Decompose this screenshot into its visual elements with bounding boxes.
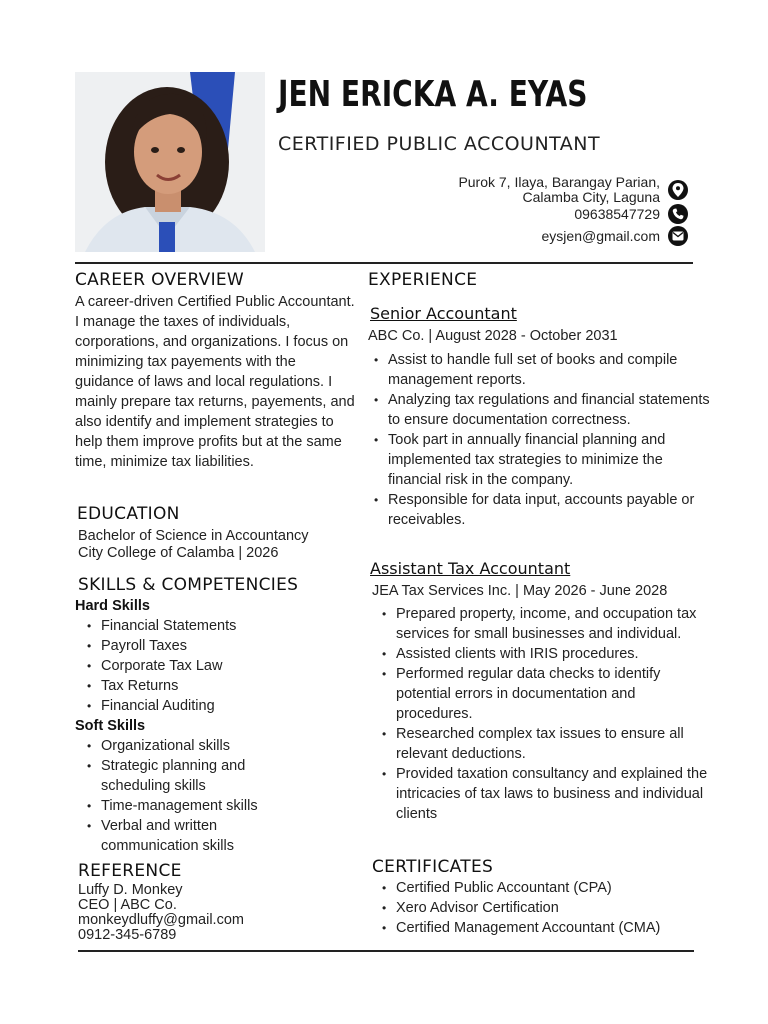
phone-number: 09638547729 bbox=[574, 205, 660, 222]
job-role-1: Senior Accountant bbox=[370, 304, 517, 323]
education-block bbox=[78, 528, 309, 562]
reference-heading: REFERENCE bbox=[78, 861, 182, 881]
job-bullets-2 bbox=[376, 604, 714, 824]
soft-skills-list bbox=[81, 736, 291, 856]
soft-skills-label: Soft Skills bbox=[75, 718, 146, 734]
hard-skills-label: Hard Skills bbox=[75, 598, 150, 614]
list-item: • Assisted clients with IRIS procedures. bbox=[396, 644, 714, 664]
list-item: • Xero Advisor Certification bbox=[396, 898, 714, 918]
skills-heading: SKILLS & COMPETENCIES bbox=[78, 575, 299, 595]
job-company-2: JEA Tax Services Inc. | May 2026 - June 2028 bbox=[372, 583, 668, 599]
contact-address bbox=[458, 175, 688, 205]
education-heading: EDUCATION bbox=[77, 504, 180, 524]
career-overview-heading: CAREER OVERVIEW bbox=[75, 270, 245, 290]
email-address: eysjen@gmail.com bbox=[541, 227, 660, 244]
candidate-title: CERTIFIED PUBLIC ACCOUNTANT bbox=[278, 133, 601, 155]
list-item: • Organizational skills bbox=[101, 736, 291, 756]
list-item: • Financial Statements bbox=[101, 616, 301, 636]
job-company-1: ABC Co. | August 2028 - October 2031 bbox=[368, 328, 618, 344]
job-role-2: Assistant Tax Accountant bbox=[370, 559, 571, 578]
reference-position: CEO | ABC Co. bbox=[78, 897, 177, 913]
reference-block bbox=[78, 883, 244, 943]
education-school: City College of Calamba | 2026 bbox=[78, 545, 279, 561]
career-overview-text: A career-driven Certified Public Accountant. I manage the taxes of individuals, corporations, and organizations. I focus on minimizing tax payements with the guidance of laws and local regulations. I mainly prepare tax returns, payements, and also identify and implement strategies to help them improve profits but at the same time, minimize tax liabilities. bbox=[75, 294, 355, 470]
certificates-list bbox=[376, 878, 714, 938]
list-item: • Responsible for data input, accounts payable or receivables. bbox=[388, 490, 710, 530]
list-item: • Time-management skills bbox=[101, 796, 291, 816]
list-item: • Performed regular data checks to identify potential errors in documentation and procedures. bbox=[396, 664, 714, 724]
top-divider bbox=[75, 262, 693, 264]
list-item: • Corporate Tax Law bbox=[101, 656, 301, 676]
list-item: • Took part in annually financial planning and implemented tax strategies to minimize the financial risk in the company. bbox=[388, 430, 710, 490]
list-item: • Tax Returns bbox=[101, 676, 301, 696]
list-item: • Payroll Taxes bbox=[101, 636, 301, 656]
profile-photo-image bbox=[75, 72, 265, 252]
address-line-2: Calamba City, Laguna bbox=[522, 189, 660, 205]
address-line-1: Purok 7, Ilaya, Barangay Parian, bbox=[458, 174, 660, 190]
list-item: • Provided taxation consultancy and explained the intricacies of tax laws to business and individual clients bbox=[396, 764, 714, 824]
candidate-name: JEN ERICKA A. EYAS bbox=[278, 74, 588, 115]
list-item: • Assist to handle full set of books and compile management reports. bbox=[388, 350, 710, 390]
envelope-icon bbox=[668, 226, 688, 246]
hard-skills-list bbox=[81, 616, 301, 716]
profile-photo bbox=[75, 72, 265, 252]
bottom-divider bbox=[78, 950, 694, 952]
location-pin-icon bbox=[668, 180, 688, 200]
list-item: • Verbal and written communication skills bbox=[101, 816, 291, 856]
phone-icon bbox=[668, 204, 688, 224]
list-item: • Researched complex tax issues to ensure all relevant deductions. bbox=[396, 724, 714, 764]
reference-name: Luffy D. Monkey bbox=[78, 882, 183, 898]
reference-phone: 0912-345-6789 bbox=[78, 927, 177, 943]
experience-heading: EXPERIENCE bbox=[368, 270, 478, 290]
list-item: • Analyzing tax regulations and financial statements to ensure documentation correctness. bbox=[388, 390, 710, 430]
list-item: • Prepared property, income, and occupation tax services for small businesses and individual. bbox=[396, 604, 714, 644]
contact-phone bbox=[574, 204, 688, 224]
contact-email bbox=[542, 226, 688, 246]
reference-email: monkeydluffy@gmail.com bbox=[78, 912, 244, 928]
list-item: • Financial Auditing bbox=[101, 696, 301, 716]
list-item: • Certified Management Accountant (CMA) bbox=[396, 918, 714, 938]
certificates-heading: CERTIFICATES bbox=[372, 857, 494, 877]
education-degree: Bachelor of Science in Accountancy bbox=[78, 528, 309, 544]
job-bullets-1 bbox=[368, 350, 710, 530]
list-item: • Strategic planning and scheduling skills bbox=[101, 756, 291, 796]
list-item: • Certified Public Accountant (CPA) bbox=[396, 878, 714, 898]
